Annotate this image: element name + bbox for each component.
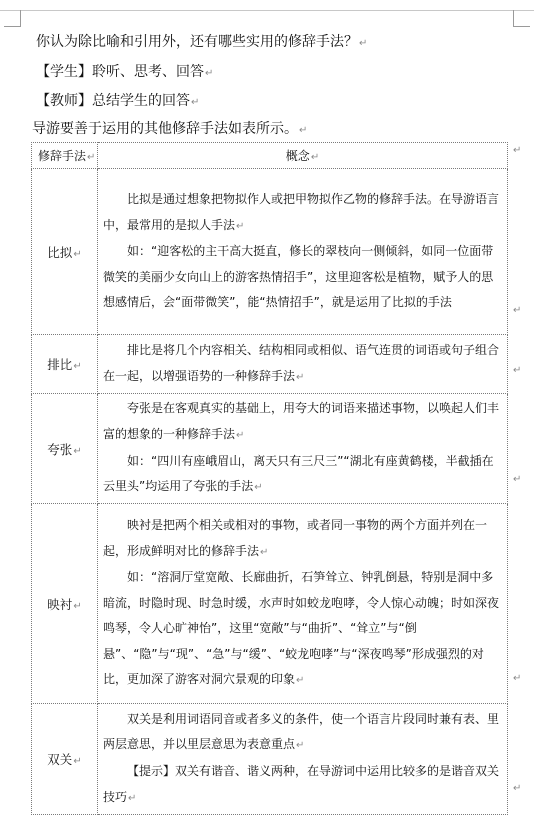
definition-cell[interactable] xyxy=(98,504,508,704)
cell-mark-icon: ↵ xyxy=(87,152,96,163)
term-text: 双关 xyxy=(47,752,73,767)
cell-mark-icon: ↵ xyxy=(73,756,82,767)
header-technique-text: 修辞手法 xyxy=(38,149,87,163)
row-end-mark-icon: ↵ xyxy=(513,783,522,794)
definition-line xyxy=(103,187,503,239)
paragraph-mark-icon: ↵ xyxy=(236,220,245,232)
definition-line xyxy=(103,239,503,316)
header-cell-concept[interactable] xyxy=(98,143,508,169)
question-text: 你认为除比喻和引用外，还有哪些实用的修辞手法？ xyxy=(36,34,358,50)
definition-text: 如：“溶洞厅堂宽敞、长廊曲折，石笋耸立、钟乳倒悬，特别是洞中多暗流，时隐时现、时急时缓，水声时如蛟龙咆哮，令人惊心动魄；时如深夜鸣琴，令人心旷神怡”，这里“宽敞”与“曲折”、“耸立”与“倒悬”、“隐”与“现”、“急”与“缓”、“蛟龙咆哮”与“深夜鸣琴”形成强烈的对比，更加深了游客对洞穴景观的印象 xyxy=(103,570,500,687)
table-row xyxy=(32,394,508,504)
definition-text: 如：“迎客松的主干高大挺直，修长的翠枝向一侧倾斜，如同一位面带微笑的美丽少女向山上的游客热情招手”，这里迎客松是植物，赋予人的思想感情后，会“面带微笑”，能“热情招手”，就是运用了比拟的手法 xyxy=(103,244,494,310)
paragraph-mark-icon: ↵ xyxy=(254,482,263,494)
header-cell-technique[interactable] xyxy=(32,143,98,169)
definition-cell[interactable] xyxy=(98,394,508,504)
cell-mark-icon: ↵ xyxy=(73,600,82,612)
teacher-paragraph[interactable] xyxy=(36,89,199,115)
paragraph-mark-icon: ↵ xyxy=(260,546,269,558)
table-row xyxy=(32,704,508,815)
paragraph-mark-icon: ↵ xyxy=(296,740,305,752)
paragraph-mark-icon: ↵ xyxy=(359,38,368,49)
cell-mark-icon: ↵ xyxy=(73,361,82,372)
term-text: 夸张 xyxy=(47,441,73,457)
definition-text: 如：“四川有座峨眉山，离天只有三尺三”“湖北有座黄鹤楼，半截插在云里头”均运用了夸张的手法 xyxy=(103,453,494,494)
term-text: 比拟 xyxy=(47,244,73,260)
definition-text: 比拟是通过想象把物拟作人或把甲物拟作乙物的修辞手法。在导游语言中，最常用的是拟人手法 xyxy=(103,192,500,232)
definition-line xyxy=(103,449,503,501)
definition-cell[interactable] xyxy=(98,704,508,815)
question-paragraph[interactable] xyxy=(36,30,367,56)
table-row xyxy=(32,169,508,335)
definition-line xyxy=(103,338,503,390)
definition-cell[interactable] xyxy=(98,335,508,394)
definition-line xyxy=(103,396,503,448)
definition-text: 【提示】双关有谐音、谐义两种，在导游词中运用比较多的是谐音双关技巧 xyxy=(103,764,500,804)
teacher-text: 【教师】总结学生的回答 xyxy=(36,93,190,109)
definition-text: 排比是将几个内容相关、结构相同或相似、语气连贯的词语或句子组合在一起，以增强语势的一种修辞手法 xyxy=(103,342,500,383)
definition-text: 双关是利用词语同音或者多义的条件，使一个语言片段同时兼有表、里两层意思，并以里层意思为表意重点 xyxy=(103,711,500,752)
cell-mark-icon: ↵ xyxy=(310,152,320,163)
row-end-mark-icon: ↵ xyxy=(513,474,522,485)
table-row xyxy=(32,335,508,394)
row-end-mark-icon: ↵ xyxy=(513,145,522,156)
paragraph-mark-icon: ↵ xyxy=(205,68,214,79)
table-row xyxy=(32,504,508,704)
intro-paragraph[interactable] xyxy=(32,117,307,143)
term-cell[interactable] xyxy=(32,169,98,335)
cell-mark-icon: ↵ xyxy=(73,248,82,260)
term-cell[interactable] xyxy=(32,335,98,394)
definition-line xyxy=(103,513,503,565)
table-header-row xyxy=(32,143,508,169)
paragraph-mark-icon: ↵ xyxy=(191,97,200,108)
row-end-mark-icon: ↵ xyxy=(513,673,522,684)
rhetoric-table xyxy=(31,142,508,815)
row-end-mark-icon: ↵ xyxy=(513,305,522,316)
crop-mark-top-left xyxy=(4,10,21,27)
definition-text: 夸张是在客观真实的基础上，用夸大的词语来描述事物，以唤起人们丰富的想象的一种修辞手法 xyxy=(103,401,500,441)
paragraph-mark-icon: ↵ xyxy=(296,371,305,383)
term-text: 映衬 xyxy=(47,596,73,612)
definition-text: 映衬是把两个相关或相对的事物，或者同一事物的两个方面并列在一起，形成鲜明对比的修辞手法 xyxy=(103,517,488,558)
definition-line xyxy=(103,707,503,759)
crop-mark-top-right xyxy=(513,10,530,27)
paragraph-mark-icon: ↵ xyxy=(299,125,308,136)
paragraph-mark-icon: ↵ xyxy=(236,429,245,441)
definition-cell[interactable] xyxy=(98,169,508,335)
page-top-edge xyxy=(0,0,534,11)
intro-text: 导游要善于运用的其他修辞手法如表所示。 xyxy=(32,121,298,137)
row-end-mark-icon: ↵ xyxy=(513,365,522,376)
header-concept-text: 概念 xyxy=(285,149,310,163)
paragraph-mark-icon: ↵ xyxy=(296,675,305,687)
term-cell[interactable] xyxy=(32,504,98,704)
student-text: 【学生】聆听、思考、回答 xyxy=(36,64,204,80)
definition-line xyxy=(103,759,503,811)
student-paragraph[interactable] xyxy=(36,60,213,86)
cell-mark-icon: ↵ xyxy=(73,445,82,457)
term-text: 排比 xyxy=(47,357,73,372)
term-cell[interactable] xyxy=(32,394,98,504)
paragraph-mark-icon: ↵ xyxy=(128,792,137,804)
term-cell[interactable] xyxy=(32,704,98,815)
definition-line xyxy=(103,565,503,694)
